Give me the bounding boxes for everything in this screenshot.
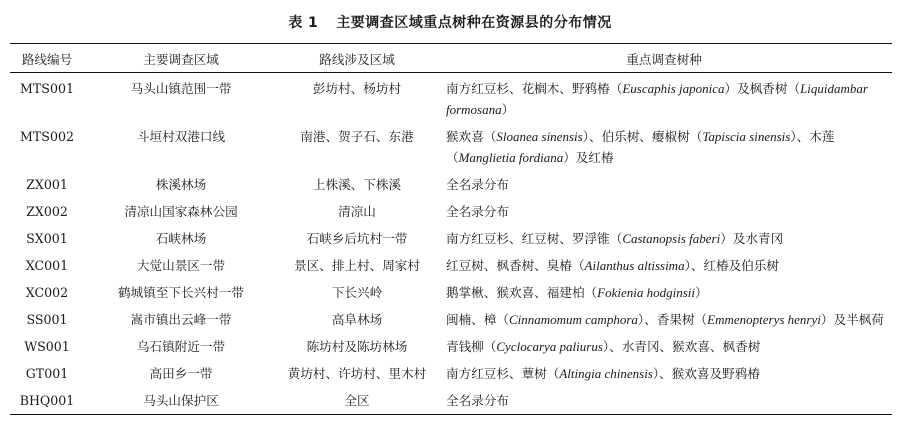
route-code-cell: WS001 — [24, 339, 70, 354]
table-row — [10, 387, 892, 415]
survey-area-cell: 高田乡一带 — [149, 366, 213, 381]
route-region-cell: 南港、贺子石、东港 — [300, 129, 414, 144]
species-text: 猴欢喜（ — [446, 129, 497, 144]
survey-area-cell: 鹤城镇至下长兴村一带 — [118, 285, 244, 300]
key-species-cell — [436, 225, 892, 252]
latin-name: Manglietia fordiana — [458, 150, 564, 165]
table-row — [10, 198, 892, 225]
route-region-cell: 全区 — [344, 393, 370, 408]
species-text: ）、红椿及伯乐树 — [684, 258, 780, 273]
key-species-cell — [436, 198, 892, 225]
species-text: 全名录分布 — [446, 393, 509, 408]
species-text: 青钱柳（ — [446, 339, 497, 354]
latin-name: Altingia chinensis — [559, 366, 653, 381]
latin-name: Cyclocarya paliurus — [496, 339, 603, 354]
table-title: 主要调查区域重点树种在资源县的分布情况 — [336, 15, 612, 31]
survey-area-cell: 清凉山国家森林公园 — [124, 204, 238, 219]
route-code-cell: XC002 — [25, 285, 69, 300]
table-row — [10, 252, 892, 279]
survey-area-cell: 马头山镇范围一带 — [130, 81, 232, 96]
key-species-cell — [436, 252, 892, 279]
table-row — [10, 225, 892, 252]
survey-area-cell: 斗垣村双港口线 — [136, 129, 226, 144]
route-code-cell: ZX002 — [26, 204, 68, 219]
route-region-cell: 陈坊村及陈坊林场 — [306, 339, 408, 354]
species-text: 南方红豆杉、蕈树（ — [446, 366, 560, 381]
table-row — [10, 123, 892, 171]
latin-name: Castanopsis faberi — [622, 231, 721, 246]
header-key-species: 重点调查树种 — [626, 51, 702, 67]
table-row — [10, 333, 892, 360]
species-text: 南方红豆杉、花榈木、野鸦椿（ — [446, 81, 623, 96]
species-text: ）、猴欢喜及野鸦椿 — [652, 366, 760, 381]
species-text: 闽楠、樟（ — [446, 312, 509, 327]
table-row — [10, 279, 892, 306]
route-region-cell: 下长兴岭 — [331, 285, 383, 300]
key-species-cell — [436, 360, 892, 387]
table-body — [10, 73, 892, 415]
route-code-cell: MTS001 — [20, 81, 74, 96]
species-text: 全名录分布 — [446, 204, 509, 219]
latin-name: Euscaphis japonica — [622, 81, 725, 96]
latin-name: Sloanea sinensis — [496, 129, 583, 144]
route-region-cell: 清凉山 — [338, 204, 376, 219]
species-text: ）及水青冈 — [720, 231, 784, 246]
species-text: ） — [501, 102, 515, 117]
latin-name: Tapiscia sinensis — [702, 129, 791, 144]
key-species-cell — [436, 333, 892, 360]
species-text: ）、水青冈、猴欢喜、枫香树 — [602, 339, 761, 354]
header-route-region: 路线涉及区域 — [319, 51, 395, 67]
route-region-cell: 景区、排上村、周家村 — [294, 258, 420, 273]
key-species-cell — [436, 73, 892, 124]
key-species-cell — [436, 123, 892, 171]
route-region-cell: 彭坊村、杨坊村 — [312, 81, 402, 96]
latin-name: Emmenopterys henryi — [707, 312, 821, 327]
key-species-cell — [436, 171, 892, 198]
species-text: ）及枫香树（ — [724, 81, 801, 96]
table-header-row — [10, 44, 892, 73]
route-region-cell: 高阜林场 — [331, 312, 383, 327]
key-species-cell — [436, 306, 892, 333]
survey-area-cell: 乌石镇附近一带 — [136, 339, 226, 354]
key-species-cell — [436, 279, 892, 306]
route-code-cell: ZX001 — [26, 177, 68, 192]
route-code-cell: MTS002 — [20, 129, 74, 144]
route-region-cell: 上株溪、下株溪 — [312, 177, 402, 192]
table-row — [10, 73, 892, 124]
species-text: ）、木莲（ — [446, 129, 835, 165]
table-row — [10, 171, 892, 198]
species-text: ）及半枫荷 — [820, 312, 884, 327]
route-code-cell: SX001 — [26, 231, 68, 246]
table-number: 表 1 — [288, 15, 319, 31]
route-code-cell: GT001 — [25, 366, 69, 381]
survey-area-cell: 马头山保护区 — [143, 393, 219, 408]
latin-name: Ailanthus altissima — [584, 258, 685, 273]
species-text: ）、香果树（ — [637, 312, 708, 327]
header-route-code: 路线编号 — [21, 51, 73, 67]
latin-name: Cinnamomum camphora — [508, 312, 638, 327]
species-text: 南方红豆杉、红豆树、罗浮锥（ — [446, 231, 623, 246]
distribution-table — [10, 43, 892, 415]
species-text: 鹅掌楸、猴欢喜、福建柏（ — [446, 285, 598, 300]
route-region-cell: 石峡乡后坑村一带 — [306, 231, 408, 246]
species-text: 全名录分布 — [446, 177, 509, 192]
latin-name: Liquidambar formosana — [446, 81, 868, 117]
route-code-cell: XC001 — [25, 258, 69, 273]
table-row — [10, 360, 892, 387]
species-text: ）、伯乐树、瘿椒树（ — [582, 129, 703, 144]
species-text: ） — [694, 285, 708, 300]
latin-name: Fokienia hodginsii — [597, 285, 695, 300]
survey-area-cell: 嵩市镇出云峰一带 — [130, 312, 232, 327]
species-text: 红豆树、枫香树、臭椿（ — [446, 258, 585, 273]
route-region-cell: 黄坊村、许坊村、里木村 — [287, 366, 427, 381]
species-text: ）及红椿 — [563, 150, 614, 165]
key-species-cell — [436, 387, 892, 415]
survey-area-cell: 株溪林场 — [155, 177, 207, 192]
table-caption — [0, 12, 900, 32]
survey-area-cell: 石峡林场 — [155, 231, 207, 246]
table-row — [10, 306, 892, 333]
header-survey-area: 主要调查区域 — [143, 51, 219, 67]
route-code-cell: BHQ001 — [19, 393, 75, 408]
survey-area-cell: 大觉山景区一带 — [136, 258, 226, 273]
route-code-cell: SS001 — [26, 312, 68, 327]
